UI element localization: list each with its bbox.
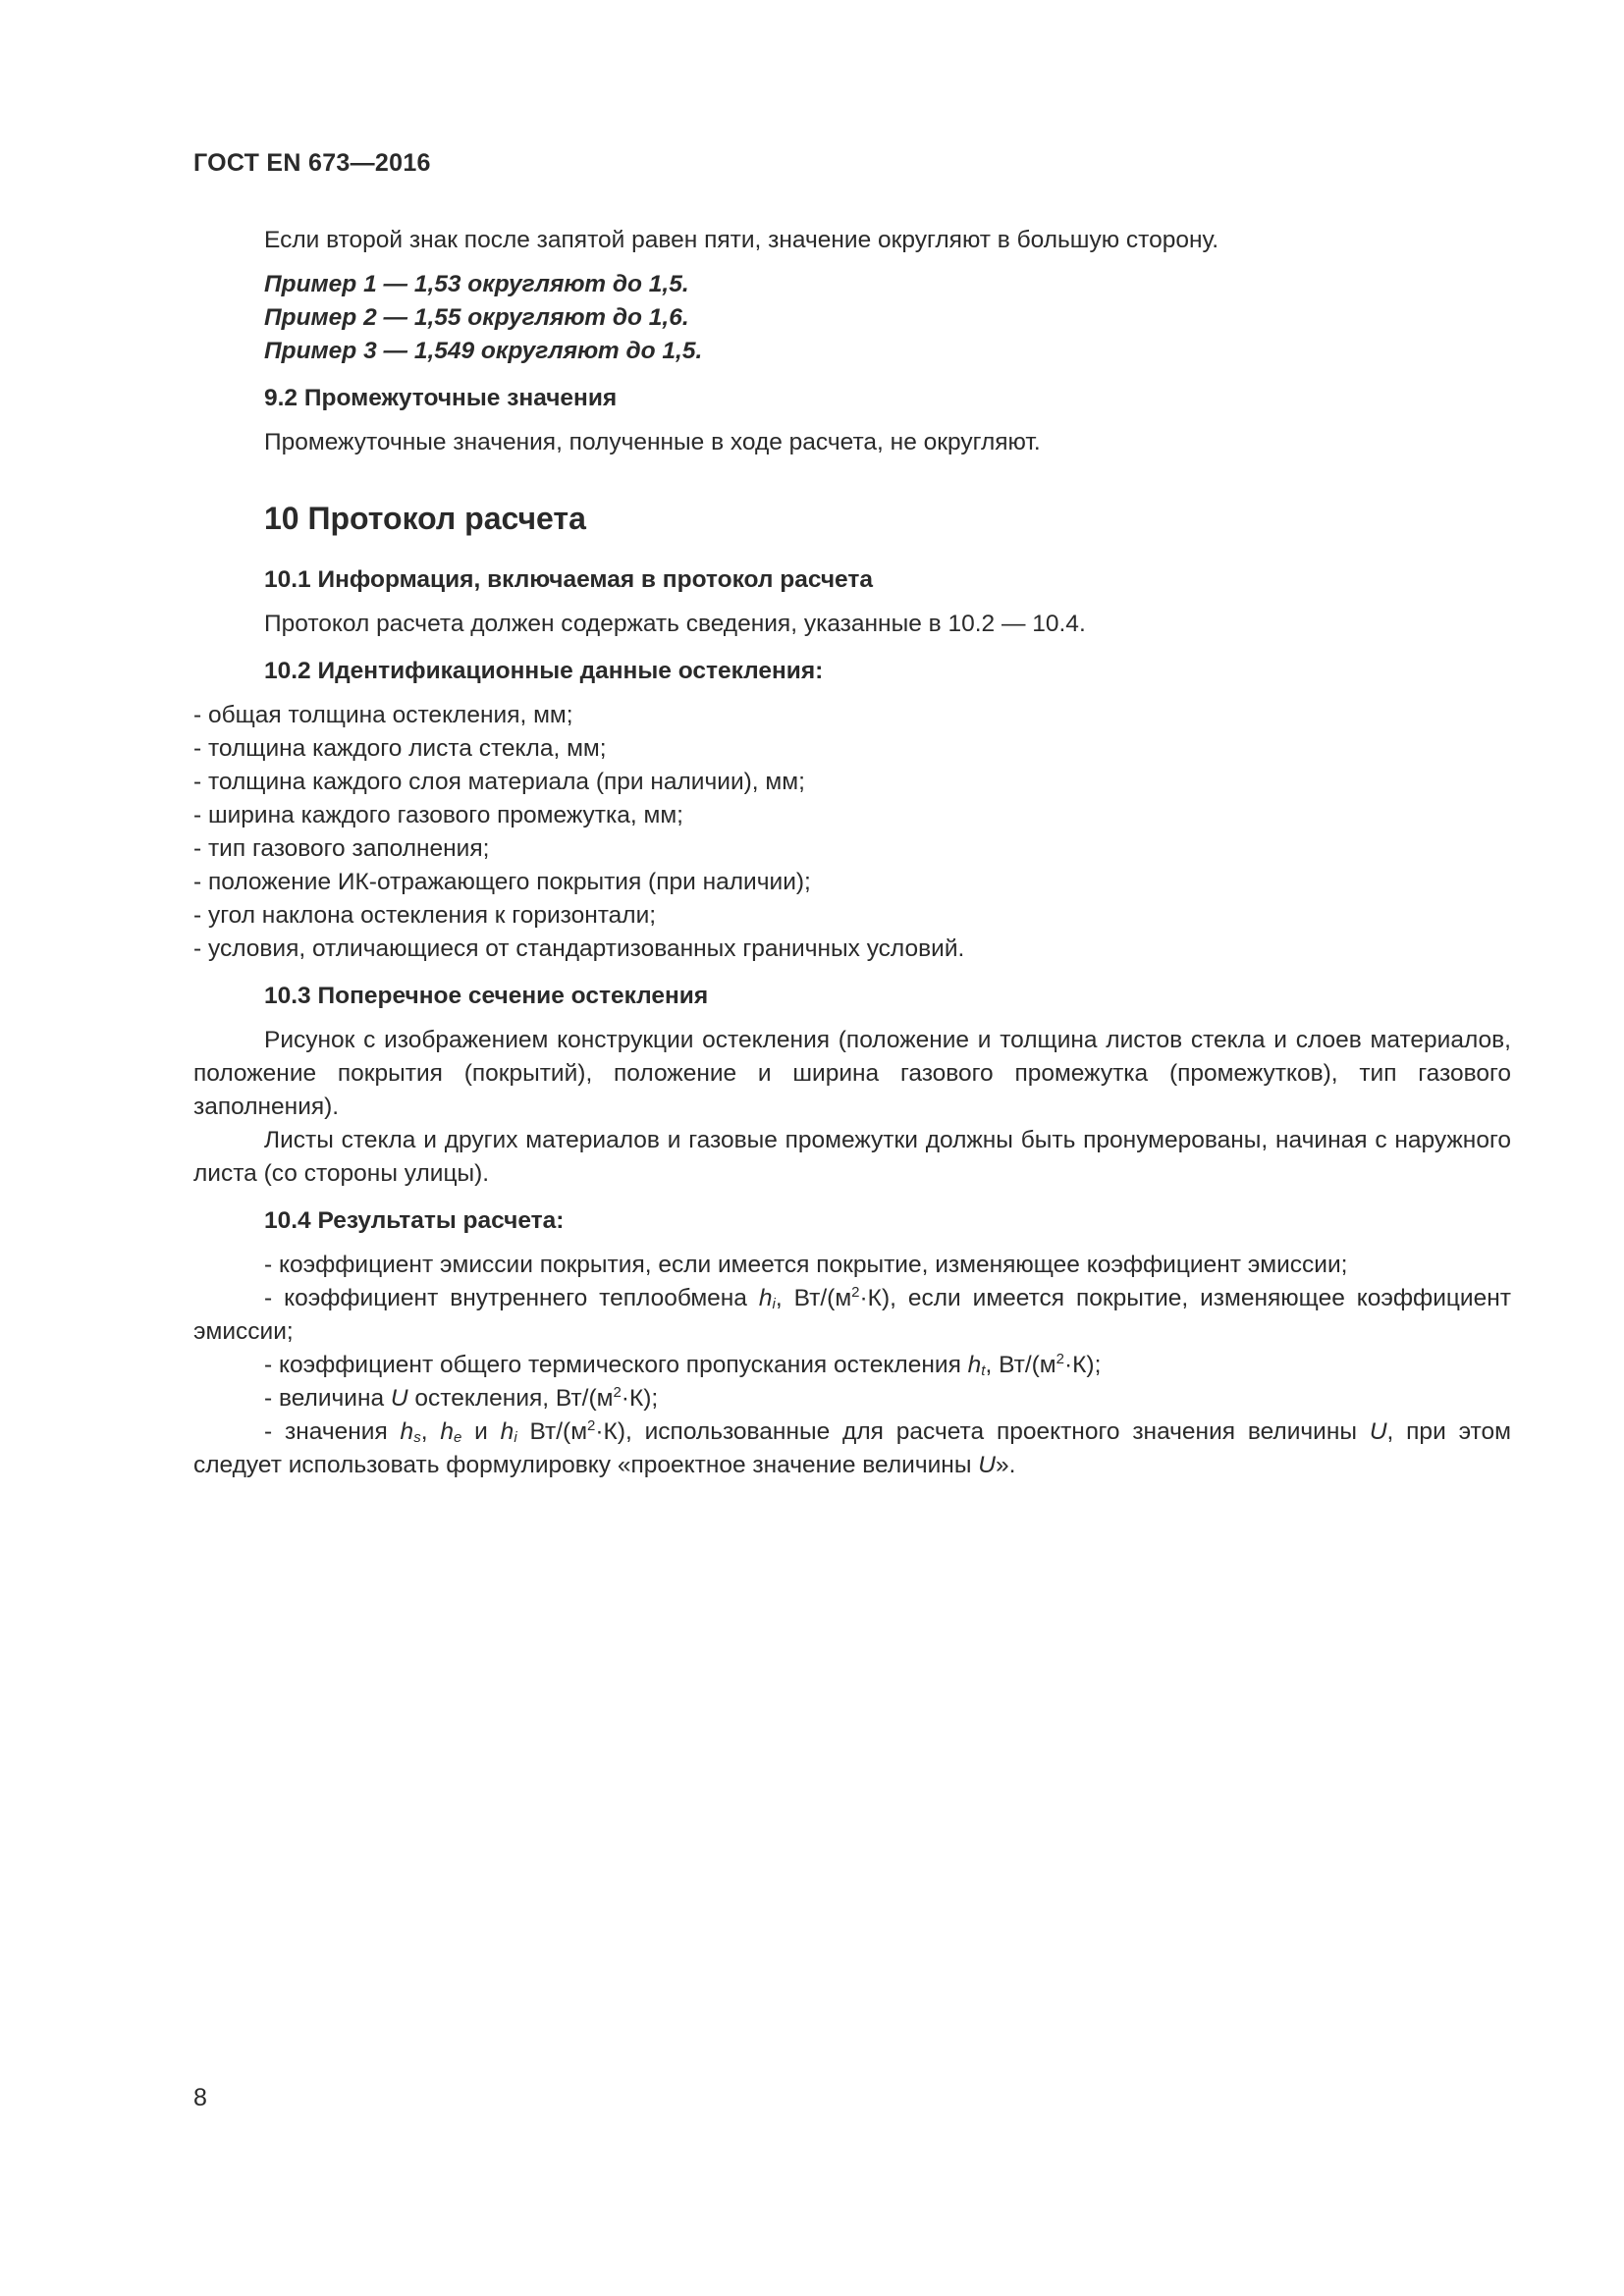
document-header: ГОСТ EN 673—2016 [193, 149, 431, 177]
list-item: - условия, отличающиеся от стандартизованных граничных условий. [193, 935, 965, 962]
result-item-3: - коэффициент общего термического пропускания остекления $h_t$, $Вт/(м^2\cdot К)$; [264, 1351, 1102, 1379]
example-3: Пример 3 — 1,549 округляют до 1,5. [264, 338, 703, 364]
example-2: Пример 2 — 1,55 округляют до 1,6. [264, 304, 689, 331]
glazing-id-list [193, 699, 1511, 966]
list-item: - ширина каждого газового промежутка, мм; [193, 802, 683, 828]
list-item: - толщина каждого слоя материала (при наличии), мм; [193, 769, 805, 795]
document-body [193, 224, 1511, 1482]
heading-10-1: 10.1 Информация, включаемая в протокол расчета [264, 566, 873, 593]
example-1: Пример 1 — 1,53 округляют до 1,5. [264, 271, 689, 297]
heading-10-4: 10.4 Результаты расчета: [264, 1207, 565, 1234]
text-9-2: Промежуточные значения, полученные в ходе расчета, не округляют. [264, 429, 1041, 455]
text-10-1: Протокол расчета должен содержать сведения, указанные в 10.2 — 10.4. [264, 611, 1086, 637]
list-item: - общая толщина остекления, мм; [193, 702, 573, 728]
rounding-rule: Если второй знак после запятой равен пяти, значение округляют в большую сторону. [264, 227, 1219, 253]
page-number: 8 [193, 2084, 207, 2111]
heading-10-2: 10.2 Идентификационные данные остекления: [264, 658, 824, 684]
result-item-4: - величина U остекления, $Вт/(м^2\cdot К)$; [264, 1384, 659, 1412]
heading-9-2: 9.2 Промежуточные значения [264, 385, 618, 411]
text-10-3-p1: Рисунок с изображением конструкции остекления (положение и толщина листов стекла и слоев материалов, положение покрытия (покрытий), положение и ширина газового промежутка (промежутков), тип газового заполнения). [193, 1027, 1511, 1120]
list-item: - тип газового заполнения; [193, 835, 490, 862]
text-10-3-p2: Листы стекла и других материалов и газовые промежутки должны быть пронумерованы, начиная с наружного листа (со стороны улицы). [193, 1127, 1511, 1187]
heading-10-3: 10.3 Поперечное сечение остекления [264, 983, 709, 1009]
result-item-1: - коэффициент эмиссии покрытия, если имеется покрытие, изменяющее коэффициент эмиссии; [264, 1252, 1348, 1278]
list-item: - положение ИК-отражающего покрытия (при наличии); [193, 869, 811, 895]
heading-10: 10 Протокол расчета [264, 501, 586, 536]
list-item: - угол наклона остекления к горизонтали; [193, 902, 657, 929]
result-item-2: - коэффициент внутреннего теплообмена $h_i$, $Вт/(м^2\cdot К)$, если имеется покрытие, изменяющее коэффициент эмиссии; [193, 1284, 1511, 1345]
result-item-5: - значения $h_s$, $h_e$ и $h_i$ $Вт/(м^2\cdot К)$, использованные для расчета проектного значения величины U, при этом следует использовать формулировку «проектное значение величины U». [193, 1417, 1511, 1478]
list-item: - толщина каждого листа стекла, мм; [193, 735, 607, 762]
